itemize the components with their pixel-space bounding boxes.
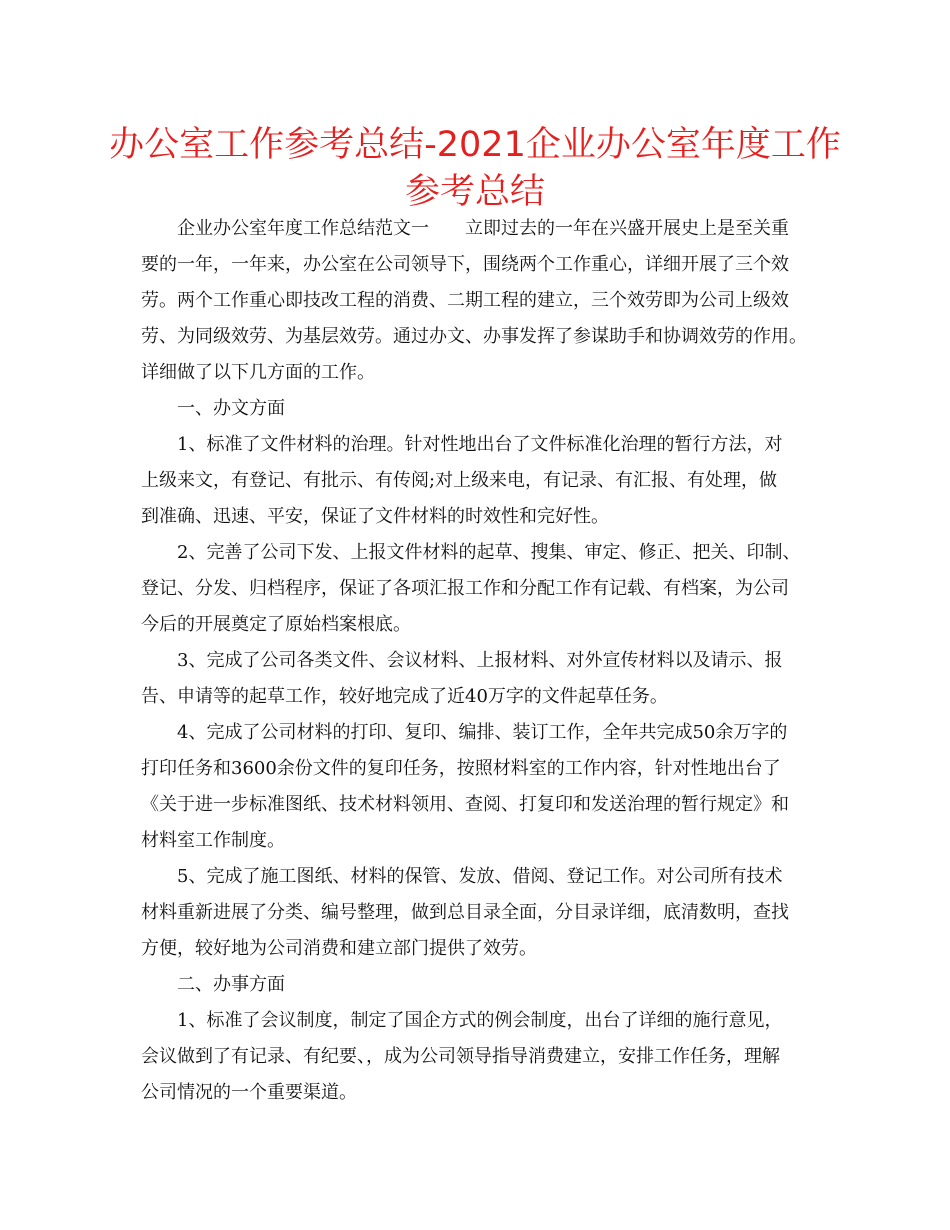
body-line: 要的一年，一年来，办公室在公司领导下，围绕两个工作重心，详细开展了三个效 [141,254,789,275]
document-title-line-1: 办公室工作参考总结-2021企业办公室年度工作 [109,125,841,165]
body-line: 2、完善了公司下发、上报文件材料的起草、搜集、审定、修正、把关、印制、 [177,542,801,563]
section-heading: 一、办文方面 [177,398,285,419]
body-line: 上级来文，有登记、有批示、有传阅;对上级来电，有记录、有汇报、有处理，做 [141,470,778,491]
body-line: 到准确、迅速、平安，保证了文件材料的时效性和完好性。 [141,506,609,527]
body-line: 3、完成了公司各类文件、会议材料、上报材料、对外宣传材料以及请示、报 [177,650,783,671]
body-line: 登记、分发、归档程序，保证了各项汇报工作和分配工作有记载、有档案，为公司 [141,578,789,599]
body-line: 企业办公室年度工作总结范文一 立即过去的一年在兴盛开展史上是至关重 [177,218,789,239]
body-line: 劳、为同级效劳、为基层效劳。通过办文、办事发挥了参谋助手和协调效劳的作用。 [141,326,807,347]
body-line: 5、完成了施工图纸、材料的保管、发放、借阅、登记工作。对公司所有技术 [177,866,783,887]
body-line: 公司情况的一个重要渠道。 [141,1082,357,1103]
document-title-line-2: 参考总结 [404,172,545,212]
body-line: 劳。两个工作重心即技改工程的消费、二期工程的建立，三个效劳即为公司上级效 [141,290,789,311]
body-line: 打印任务和3600余份文件的复印任务，按照材料室的工作内容，针对性地出台了 [141,758,781,779]
body-line: 告、申请等的起草工作，较好地完成了近40万字的文件起草任务。 [141,686,668,707]
body-line: 1、标准了会议制度，制定了国企方式的例会制度，出台了详细的施行意见， [177,1010,783,1031]
body-line: 方便，较好地为公司消费和建立部门提供了效劳。 [141,938,537,959]
section-heading: 二、办事方面 [177,974,285,995]
body-line: 今后的开展奠定了原始档案根底。 [141,614,411,635]
body-line: 材料室工作制度。 [141,830,285,851]
body-line: 详细做了以下几方面的工作。 [141,362,375,383]
body-line: 《关于进一步标准图纸、技术材料领用、查阅、打复印和发送治理的暂行规定》和 [141,794,789,815]
body-line: 材料重新进展了分类、编号整理，做到总目录全面，分目录详细，底清数明，查找 [141,902,789,923]
body-line: 会议做到了有记录、有纪要、，成为公司领导指导消费建立，安排工作任务，理解 [141,1046,780,1067]
body-line: 4、完成了公司材料的打印、复印、编排、装订工作，全年共完成50余万字的 [177,722,788,743]
body-line: 1、标准了文件材料的治理。针对性地出台了文件标准化治理的暂行方法，对 [177,434,783,455]
